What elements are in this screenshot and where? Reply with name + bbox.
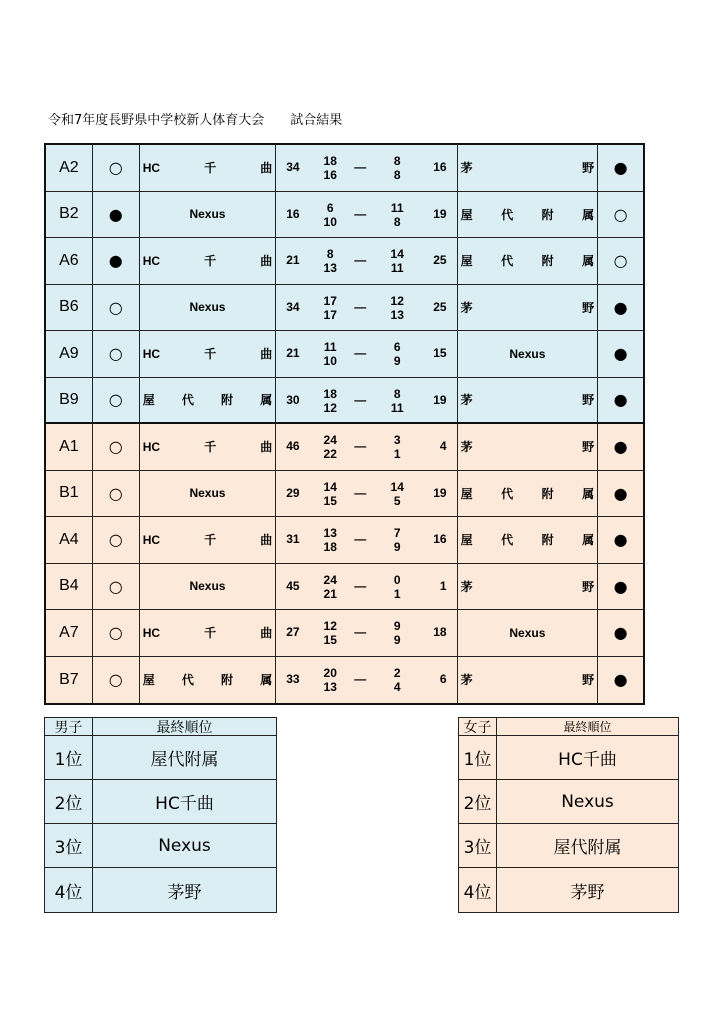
score-dash: — [354,299,367,314]
team-a-name-part: 曲 [260,254,273,269]
team-a-name-part: 代 [181,393,194,408]
first-half-a: 13 [323,526,337,540]
match-row [46,285,643,332]
second-half-b: 9 [393,540,401,554]
half-scores-b [387,666,407,694]
first-half-b: 6 [393,340,401,354]
team-a-name [140,424,277,470]
team-a-name-part: HC [142,346,161,361]
second-half-b: 8 [393,214,401,229]
total-score-a: 30 [286,392,300,407]
ranking-header-row [45,718,276,736]
first-half-a: 11 [323,340,337,354]
match-results-table [44,143,645,705]
score-cell [276,238,457,284]
team-b-name-part: 附 [541,533,554,548]
ranking-row [45,780,276,824]
team-a-name-part: 代 [181,673,194,688]
team-a-name [140,657,277,704]
result-mark-b: ● [613,344,628,364]
team-a-name-part: Nexus [189,579,226,594]
half-scores-a [320,433,340,461]
ranking-row [459,868,678,912]
score-dash: — [354,346,367,360]
ranking-team: 茅野 [167,882,202,903]
team-a-name [140,517,277,563]
result-mark-b: ● [613,390,628,410]
half-scores-b [387,573,407,601]
total-score-b: 18 [433,625,447,639]
score-cell [276,331,457,377]
team-b-name-part: 茅 [460,579,473,594]
match-code: B1 [46,471,93,517]
score-cell [276,424,457,470]
total-score-a: 46 [286,439,300,453]
total-score-b: 19 [433,485,447,500]
score-dash: — [354,532,367,546]
team-b-name-part: 茅 [460,300,473,315]
ranking-row [459,780,678,824]
total-score-a: 21 [286,346,300,360]
match-row [46,378,643,425]
second-half-a: 22 [323,447,337,461]
total-score-b: 19 [433,206,447,221]
team-a-name-part: HC [142,439,161,454]
total-score-b: 15 [433,346,447,360]
second-half-a: 16 [323,168,337,182]
match-row [46,331,643,378]
match-code: A7 [46,610,93,656]
total-score-b: 6 [439,671,447,686]
team-b-name-part: 代 [501,486,514,501]
team-b-name-part: 野 [582,161,595,176]
team-b-name-part: 屋 [460,533,473,548]
ranking-place: 1位 [459,736,497,779]
first-half-a: 20 [323,665,337,680]
score-dash: — [354,578,367,593]
score-cell [276,564,457,610]
first-half-b: 8 [393,386,401,401]
team-b-name-part: 代 [501,533,514,548]
ranking-team: Nexus [561,791,614,812]
ranking-team: 茅野 [570,882,605,903]
match-code: A9 [46,331,93,377]
total-score-a: 16 [286,206,300,221]
team-b-name [458,424,599,470]
half-scores-b [387,294,407,322]
team-b-name [458,285,599,331]
team-a-name-part: Nexus [189,300,226,315]
team-b-name [458,657,599,704]
team-b-name-part: 茅 [460,393,473,408]
match-code: B6 [46,285,93,331]
result-mark-a: ● [93,192,140,238]
team-a-name-part: 千 [204,533,217,548]
result-mark-b: ● [613,158,628,178]
half-scores-b [387,201,407,229]
half-scores-b [387,433,407,461]
team-a-name-part: 附 [221,393,234,408]
team-b-name [458,378,599,423]
match-row [46,192,643,239]
first-half-a: 14 [323,479,337,494]
team-b-name-part: 附 [541,254,554,269]
second-half-a: 21 [323,586,337,601]
ranking-team: HC千曲 [155,794,214,814]
team-b-name-part: 茅 [460,440,473,455]
team-a-name-part: HC [142,625,161,640]
half-scores-a [320,619,340,647]
total-score-b: 25 [433,299,447,314]
team-a-name-part: 属 [260,673,273,688]
first-half-b: 14 [390,247,404,261]
first-half-b: 11 [390,200,404,215]
result-mark-a: ○ [93,331,140,377]
result-mark-b: ● [613,483,628,503]
result-mark-a: ● [93,238,140,284]
match-row [46,145,643,192]
team-a-name-part: 千 [204,626,217,641]
team-a-name-part: 曲 [260,533,273,548]
half-scores-a [320,480,340,508]
first-half-b: 2 [393,665,401,680]
team-b-name [458,471,599,517]
team-b-name [458,517,599,563]
total-score-b: 16 [433,160,447,174]
result-mark-a: ○ [93,145,140,191]
page-title: 令和7年度長野県中学校新人体育大会 試合結果 [48,113,343,128]
match-row [46,657,643,704]
total-score-b: 1 [439,578,447,593]
second-half-b: 8 [393,168,401,182]
match-code: A1 [46,424,93,470]
first-half-a: 24 [323,433,337,447]
score-cell [276,145,457,191]
second-half-a: 13 [323,679,337,694]
result-mark-b: ● [613,437,628,457]
ranking-header: 最終順位 [563,720,612,734]
team-a-name-part: 屋 [142,673,155,688]
half-scores-a [320,573,340,601]
team-a-name-part: 曲 [260,626,273,641]
team-b-name-part: 野 [582,393,595,408]
half-scores-a [320,294,340,322]
team-a-name-part: HC [142,160,161,175]
result-mark-a: ○ [93,378,140,423]
half-scores-a [320,154,340,182]
team-a-name [140,471,277,517]
half-scores-a [320,387,340,415]
ranking-row [459,824,678,868]
team-b-name-part: 属 [582,207,595,222]
first-half-b: 14 [390,479,404,494]
result-mark-a: ○ [93,610,140,656]
team-a-name-part: 附 [221,673,234,688]
half-scores-a [320,340,340,368]
second-half-b: 1 [393,447,401,461]
match-code: A4 [46,517,93,563]
team-b-name-part: 野 [582,440,595,455]
team-b-name [458,564,599,610]
first-half-a: 6 [326,200,334,215]
half-scores-b [387,154,407,182]
ranking-team: HC千曲 [558,750,617,770]
team-b-name [458,610,599,656]
score-dash: — [354,392,367,407]
match-code: B2 [46,192,93,238]
score-cell [276,192,457,238]
ranking-header: 最終順位 [156,719,213,736]
second-half-b: 9 [393,354,401,368]
total-score-a: 31 [286,532,300,546]
team-b-name-part: 野 [582,673,595,688]
team-a-name-part: 曲 [260,440,273,455]
score-dash: — [354,485,367,500]
match-code: A6 [46,238,93,284]
match-row [46,424,643,471]
girls-label: 女子 [459,718,497,735]
half-scores-a [320,201,340,229]
score-cell [276,285,457,331]
boys-final-ranking-table [44,717,277,913]
second-half-a: 12 [323,400,337,415]
ranking-row [45,868,276,912]
score-cell [276,378,457,423]
half-scores-b [387,526,407,554]
second-half-b: 9 [393,633,401,647]
total-score-b: 4 [439,439,447,453]
total-score-a: 29 [286,485,300,500]
second-half-b: 5 [393,493,401,508]
half-scores-b [387,340,407,368]
team-b-name-part: 屋 [460,254,473,269]
half-scores-a [320,247,340,275]
result-mark-b: ● [613,623,628,643]
second-half-b: 11 [390,400,404,415]
team-a-name [140,145,277,191]
result-mark-a: ○ [93,285,140,331]
first-half-b: 8 [393,154,401,168]
ranking-place: 4位 [45,868,93,912]
team-a-name-part: Nexus [189,486,226,501]
score-dash: — [354,625,367,639]
girls-final-ranking-table [458,717,679,913]
match-row [46,610,643,657]
team-a-name-part: HC [142,532,161,547]
team-b-name-part: 属 [582,486,595,501]
second-half-b: 11 [390,261,404,275]
team-b-name-part: 屋 [460,486,473,501]
first-half-b: 9 [393,619,401,633]
team-b-name-part: 野 [582,579,595,594]
score-dash: — [354,160,367,174]
match-code: B4 [46,564,93,610]
score-cell [276,517,457,563]
result-mark-a: ○ [93,517,140,563]
first-half-a: 8 [326,247,334,261]
team-a-name [140,285,277,331]
total-score-b: 19 [433,392,447,407]
result-mark-b: ● [613,530,628,550]
ranking-team: Nexus [158,835,211,856]
first-half-b: 0 [393,572,401,587]
team-b-name-part: 野 [582,300,595,315]
second-half-a: 18 [323,540,337,554]
half-scores-a [320,666,340,694]
team-b-name-part: 屋 [460,207,473,222]
ranking-place: 2位 [45,780,93,823]
score-cell [276,610,457,656]
team-a-name-part: 曲 [260,347,273,362]
ranking-place: 4位 [459,868,497,912]
half-scores-b [387,619,407,647]
score-dash: — [354,439,367,453]
second-half-b: 1 [393,586,401,601]
score-dash: — [354,253,367,267]
ranking-team: 屋代附属 [150,750,219,770]
second-half-b: 13 [390,307,404,322]
team-a-name [140,610,277,656]
result-mark-b: ○ [613,204,628,224]
team-a-name-part: 曲 [260,161,273,176]
half-scores-a [320,526,340,554]
team-b-name-part: 附 [541,486,554,501]
team-b-name-part: 代 [501,254,514,269]
team-b-name [458,145,599,191]
second-half-a: 15 [323,493,337,508]
total-score-a: 34 [286,299,300,314]
team-b-name-part: 茅 [460,161,473,176]
team-a-name-part: HC [142,253,161,268]
second-half-a: 15 [323,633,337,647]
result-mark-a: ○ [93,657,140,704]
ranking-place: 1位 [45,736,93,779]
team-a-name [140,378,277,423]
boys-label: 男子 [45,718,93,735]
first-half-a: 24 [323,572,337,587]
result-mark-b: ● [613,576,628,596]
team-b-name [458,331,599,377]
first-half-b: 7 [393,526,401,540]
team-a-name [140,564,277,610]
match-row [46,564,643,611]
team-a-name-part: 属 [260,393,273,408]
team-a-name [140,238,277,284]
second-half-a: 13 [323,261,337,275]
ranking-header-row [459,718,678,736]
team-b-name-part: 茅 [460,673,473,688]
second-half-b: 4 [393,679,401,694]
team-b-name-part: Nexus [509,625,546,640]
total-score-a: 34 [286,160,300,174]
second-half-a: 17 [323,307,337,322]
score-cell [276,657,457,704]
team-a-name-part: 千 [204,161,217,176]
first-half-a: 17 [323,293,337,308]
ranking-place: 3位 [45,824,93,867]
first-half-a: 18 [323,154,337,168]
match-code: B9 [46,378,93,423]
match-code: A2 [46,145,93,191]
ranking-row [45,824,276,868]
result-mark-a: ○ [93,424,140,470]
team-b-name-part: 属 [582,533,595,548]
team-a-name-part: 千 [204,347,217,362]
total-score-b: 16 [433,532,447,546]
score-cell [276,471,457,517]
match-code: B7 [46,657,93,704]
team-b-name [458,192,599,238]
result-mark-a: ○ [93,564,140,610]
team-b-name-part: 属 [582,254,595,269]
match-row [46,238,643,285]
result-mark-b: ● [613,297,628,317]
team-a-name [140,192,277,238]
ranking-team: 屋代附属 [553,838,622,858]
half-scores-b [387,247,407,275]
total-score-a: 33 [286,671,300,686]
score-dash: — [354,206,367,221]
result-mark-b: ○ [613,251,628,271]
second-half-a: 10 [323,354,337,368]
team-a-name-part: 千 [204,254,217,269]
team-b-name [458,238,599,284]
ranking-place: 2位 [459,780,497,823]
result-mark-a: ○ [93,471,140,517]
total-score-a: 21 [286,253,300,267]
ranking-place: 3位 [459,824,497,867]
total-score-a: 27 [286,625,300,639]
team-a-name [140,331,277,377]
half-scores-b [387,480,407,508]
first-half-a: 12 [323,619,337,633]
half-scores-b [387,387,407,415]
ranking-row [459,736,678,780]
team-a-name-part: 千 [204,440,217,455]
score-dash: — [354,671,367,686]
team-b-name-part: 代 [501,207,514,222]
match-row [46,517,643,564]
first-half-b: 3 [393,433,401,447]
team-a-name-part: Nexus [189,207,226,222]
result-mark-b: ● [613,670,628,690]
total-score-b: 25 [433,253,447,267]
first-half-b: 12 [390,293,404,308]
first-half-a: 18 [323,386,337,401]
team-b-name-part: Nexus [509,346,546,361]
match-row [46,471,643,518]
second-half-a: 10 [323,214,337,229]
ranking-row [45,736,276,780]
team-a-name-part: 屋 [142,393,155,408]
team-b-name-part: 附 [541,207,554,222]
total-score-a: 45 [286,578,300,593]
